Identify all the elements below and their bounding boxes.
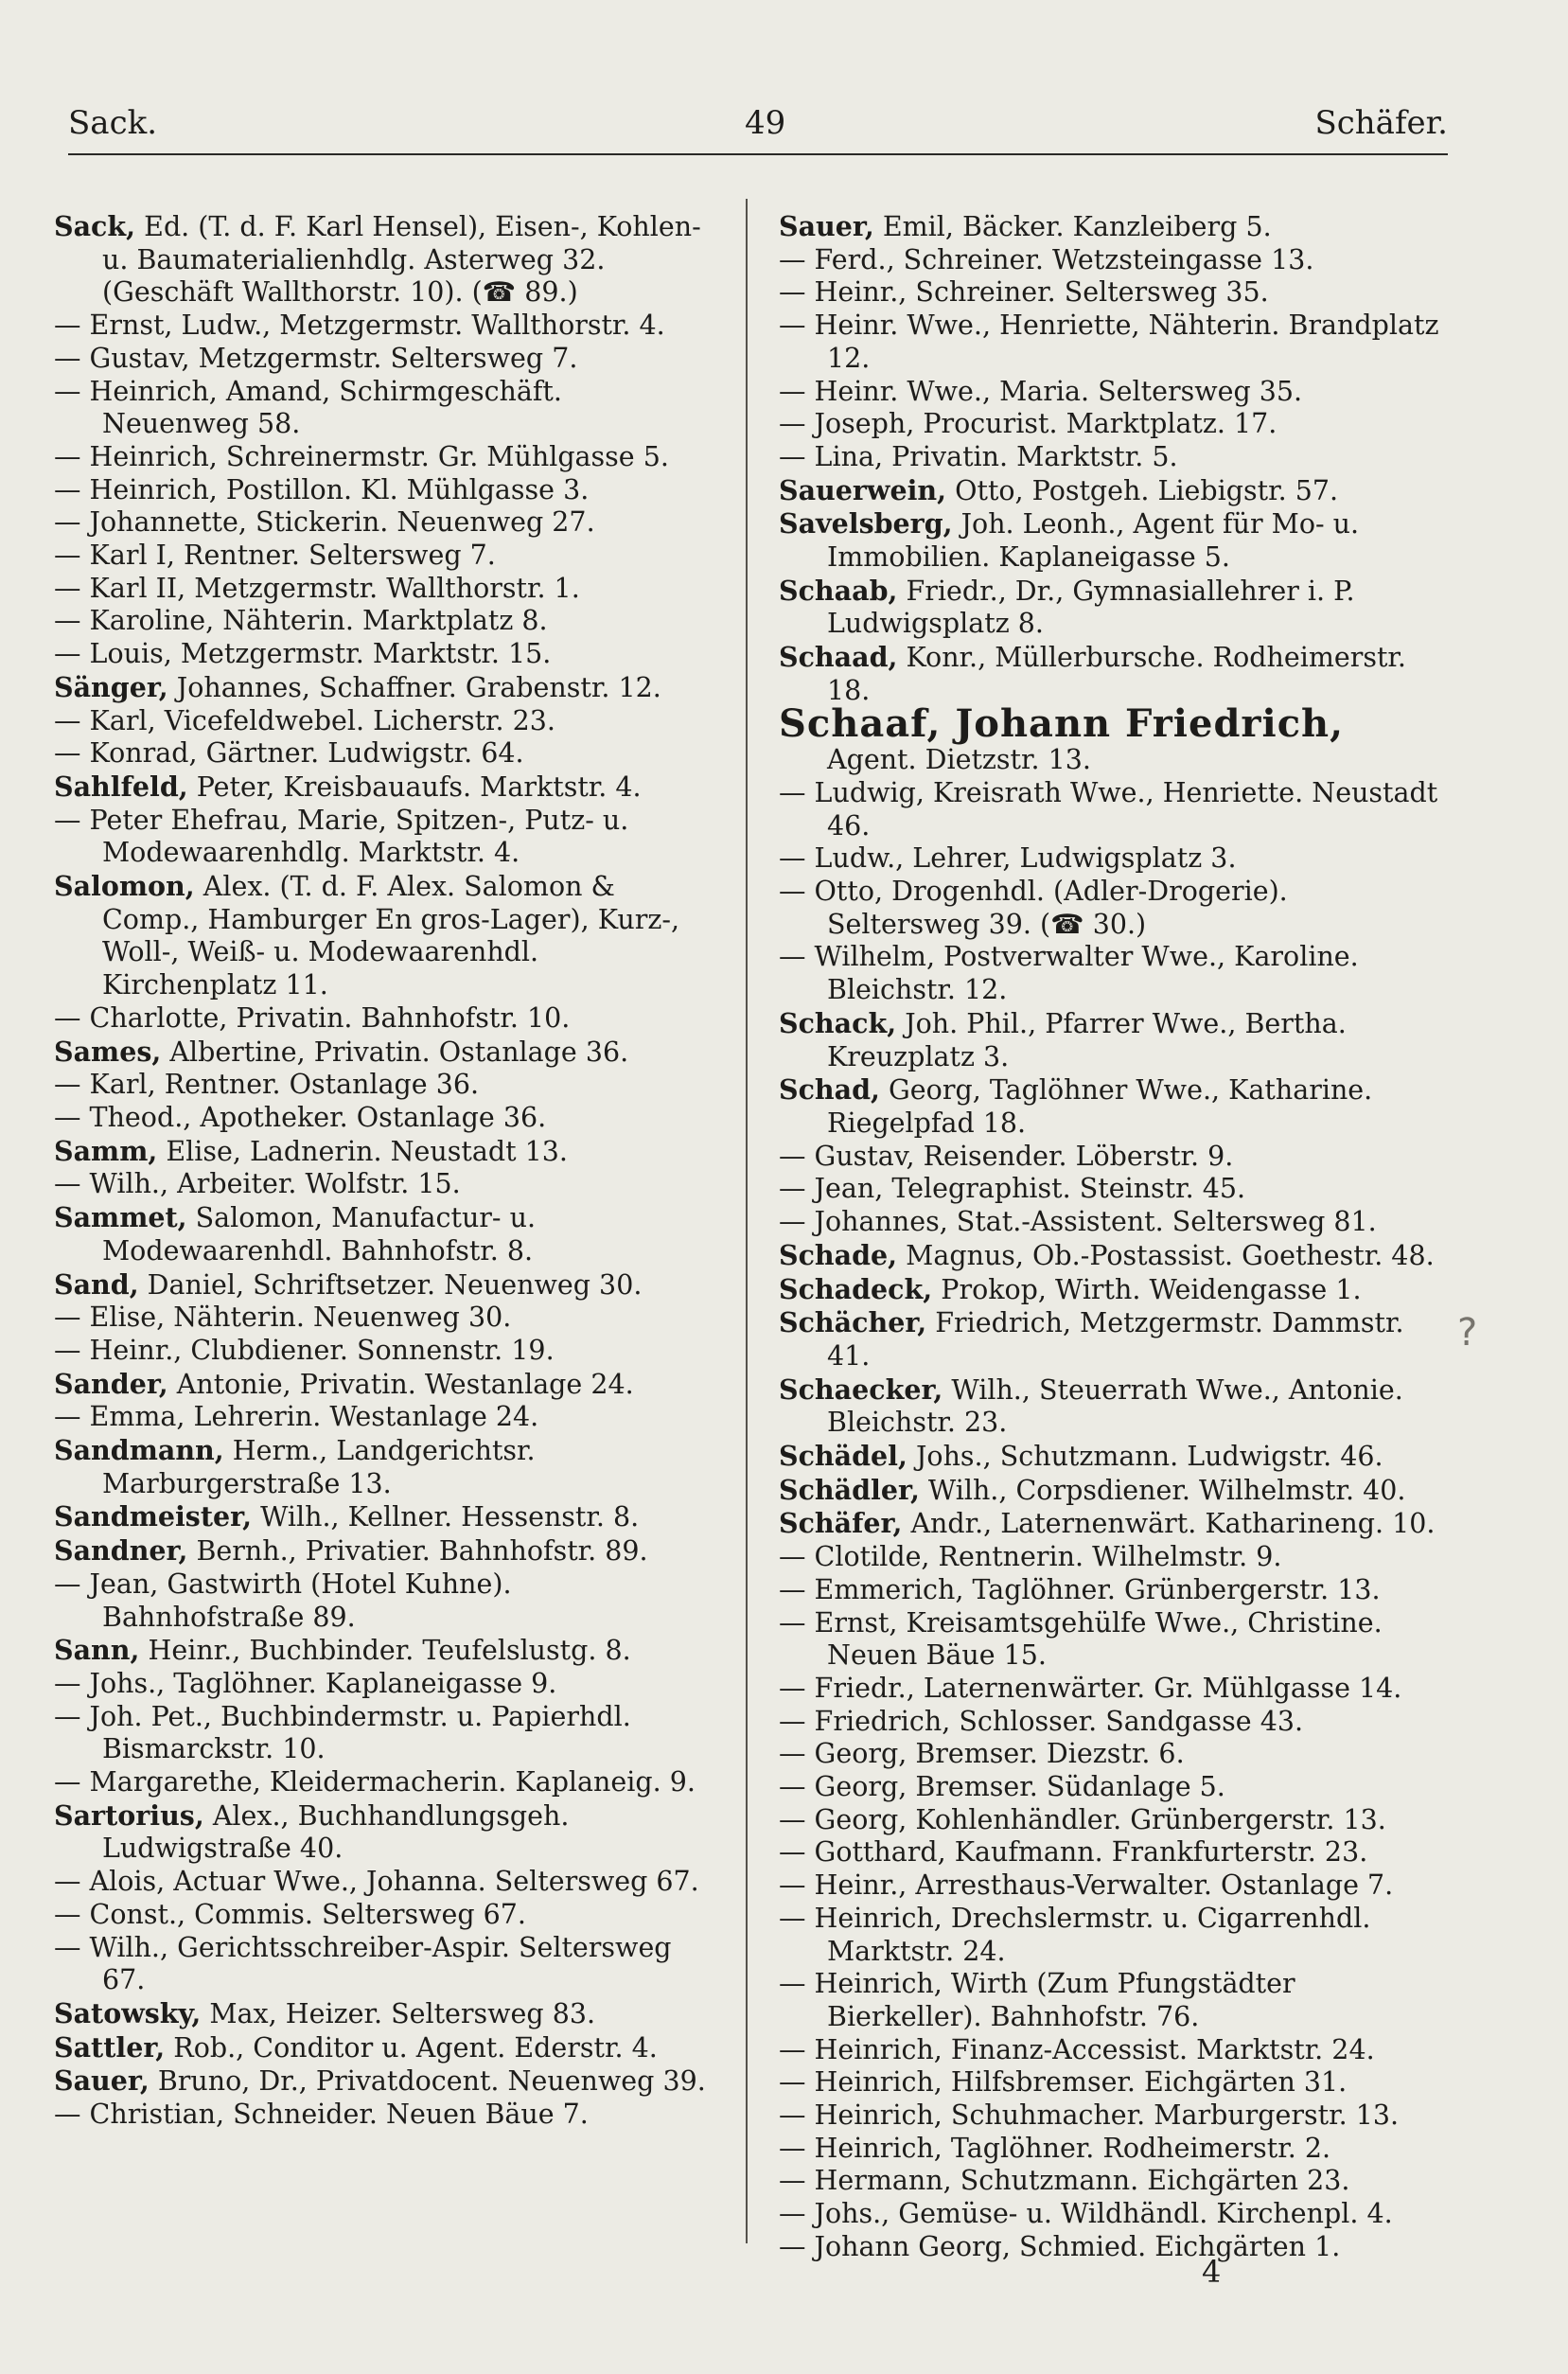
directory-entry <box>54 1997 716 2031</box>
entry-details: — Georg, Bremser. Diezstr. 6. <box>779 1738 1185 1770</box>
entry-details: Wilh., Steuerrath Wwe., Antonie. Bleichstr. 23. <box>827 1373 1403 1439</box>
entry-details: Bruno, Dr., Privatdocent. Neuenweg 39. <box>149 2065 706 2098</box>
entry-surname: Schaaf, Johann Friedrich, <box>779 700 1345 746</box>
entry-details: — Konrad, Gärtner. Ludwigstr. 64. <box>54 737 524 770</box>
entry-details: — Karl II, Metzgermstr. Wallthorstr. 1. <box>54 572 580 604</box>
directory-entry <box>54 870 716 1002</box>
directory-entry <box>54 474 716 507</box>
directory-entry <box>779 210 1441 244</box>
directory-entry <box>54 671 716 705</box>
entry-details: — Friedrich, Schlosser. Sandgasse 43. <box>779 1705 1304 1737</box>
directory-entry <box>779 1306 1441 1373</box>
entry-details: — Karl I, Rentner. Seltersweg 7. <box>54 540 496 572</box>
directory-entry <box>54 1899 716 1932</box>
directory-entry <box>54 1069 716 1102</box>
entry-details: — Jean, Gastwirth (Hotel Kuhne). Bahnhofstraße 89. <box>54 1568 512 1633</box>
entry-details: Ed. (T. d. F. Karl Hensel), Eisen-, Kohlen- u. Baumaterialienhdlg. Asterweg 32. (Geschäft Wallthorstr. 10). (☎ 89.) <box>102 211 701 309</box>
directory-entry <box>779 474 1441 508</box>
directory-entry <box>779 1706 1441 1739</box>
entry-details: — Heinrich, Postillon. Kl. Mühlgasse 3. <box>54 473 590 505</box>
entry-surname: Sand, <box>54 1267 139 1301</box>
directory-entry <box>779 507 1441 574</box>
directory-entry <box>54 1500 716 1534</box>
entry-surname: Satowsky, <box>54 1996 202 2029</box>
entry-surname: Schade, <box>779 1238 898 1271</box>
directory-entry <box>54 441 716 474</box>
entry-details: Magnus, Ob.-Postassist. Goethestr. 48. <box>897 1239 1435 1271</box>
entry-details: — Johannes, Stat.-Assistent. Seltersweg 81. <box>779 1206 1377 1238</box>
directory-entry <box>779 842 1441 876</box>
entry-details: — Otto, Drogenhdl. (Adler-Drogerie). Seltersweg 39. (☎ 30.) <box>779 876 1288 940</box>
entry-surname: Sartorius, <box>54 1798 204 1832</box>
directory-entry <box>54 1799 716 1866</box>
directory-entry <box>54 1634 716 1668</box>
entry-details: Andr., Laternenwärt. Katharineng. 10. <box>902 1508 1436 1540</box>
entry-details: Alex. (T. d. F. Alex. Salomon & Comp., Hamburger En gros-Lager), Kurz-, Woll-, Weiß- u. Modewaarenhdl. Kirchenplatz 11. <box>102 871 680 1001</box>
entry-details: — Georg, Kohlenhändler. Grünbergerstr. 13. <box>779 1803 1386 1835</box>
entry-details: — Friedr., Laternenwärter. Gr. Mühlgasse 14. <box>779 1672 1402 1704</box>
directory-entry <box>779 1239 1441 1273</box>
entry-surname: Sandmann, <box>54 1434 224 1467</box>
entry-surname: Sammet, <box>54 1201 187 1234</box>
entry-details: Friedrich, Metzgermstr. Dammstr. 41. <box>827 1307 1404 1372</box>
entry-details: — Const., Commis. Seltersweg 67. <box>54 1898 526 1930</box>
directory-entry <box>54 1668 716 1701</box>
left-column <box>54 210 716 2132</box>
entry-details: Herm., Landgerichtsr. Marburgerstraße 13. <box>102 1435 536 1499</box>
entry-details: — Wilhelm, Postverwalter Wwe., Karoline. Bleichstr. 12. <box>779 941 1359 1006</box>
directory-entry <box>54 1568 716 1634</box>
entry-details: Johannes, Schaffner. Grabenstr. 12. <box>167 671 661 703</box>
directory-entry <box>779 1738 1441 1771</box>
entry-details: — Gustav, Reisender. Löberstr. 9. <box>779 1140 1234 1172</box>
entry-surname: Schack, <box>779 1006 897 1039</box>
directory-entry <box>54 705 716 738</box>
entry-details: — Charlotte, Privatin. Bahnhofstr. 10. <box>54 1001 571 1034</box>
entry-details: — Emma, Lehrerin. Westanlage 24. <box>54 1401 539 1433</box>
directory-entry <box>54 1168 716 1201</box>
entry-surname: Sauerwein, <box>779 473 947 506</box>
directory-entry <box>54 1268 716 1302</box>
entry-surname: Sandmeister, <box>54 1500 253 1533</box>
entry-details: — Johannette, Stickerin. Neuenweg 27. <box>54 506 595 539</box>
margin-mark: ? <box>1457 1311 1478 1355</box>
directory-entry <box>779 244 1441 277</box>
directory-entry <box>54 605 716 638</box>
directory-entry <box>779 575 1441 641</box>
entry-details: — Margarethe, Kleidermacherin. Kaplaneig. 9. <box>54 1766 696 1798</box>
directory-entry <box>54 506 716 540</box>
entry-details: Wilh., Kellner. Hessenstr. 8. <box>252 1501 640 1533</box>
directory-entry <box>54 2064 716 2099</box>
entry-details: — Hermann, Schutzmann. Eichgärten 23. <box>779 2165 1350 2197</box>
entry-details: — Clotilde, Rentnerin. Wilhelmstr. 9. <box>779 1541 1282 1573</box>
entry-surname: Schädel, <box>779 1440 907 1473</box>
directory-entry <box>779 1607 1441 1673</box>
entry-surname: Schaad, <box>779 641 898 674</box>
directory-entry <box>779 2133 1441 2166</box>
entry-details: — Heinr. Wwe., Maria. Seltersweg 35. <box>779 375 1303 407</box>
entry-details: — Gustav, Metzgermstr. Seltersweg 7. <box>54 342 578 374</box>
directory-entry <box>54 1401 716 1434</box>
directory-entry <box>54 210 716 310</box>
entry-surname: Sander, <box>54 1367 168 1400</box>
directory-entry <box>54 1434 716 1500</box>
directory-entry <box>779 1173 1441 1206</box>
directory-entry <box>779 1771 1441 1804</box>
entry-details: — Johs., Gemüse- u. Wildhändl. Kirchenpl. 4. <box>779 2198 1393 2230</box>
entry-details: — Theod., Apotheker. Ostanlage 36. <box>54 1101 547 1133</box>
entry-details: — Ernst, Kreisamtsgehülfe Wwe., Christine. Neuen Bäue 15. <box>779 1606 1383 1672</box>
entry-details: — Heinr., Schreiner. Seltersweg 35. <box>779 276 1269 309</box>
directory-entry <box>779 408 1441 441</box>
directory-entry <box>779 1541 1441 1574</box>
directory-entry <box>779 1206 1441 1239</box>
entry-details: — Heinrich, Amand, Schirmgeschäft. Neuenweg 58. <box>54 375 562 440</box>
entry-surname: Sahlfeld, <box>54 770 188 803</box>
entry-details: — Ferd., Schreiner. Wetzsteingasse 13. <box>779 243 1314 275</box>
entry-details: — Karl, Rentner. Ostanlage 36. <box>54 1069 480 1101</box>
entry-details: Emil, Bäcker. Kanzleiberg 5. <box>873 211 1272 242</box>
directory-entry <box>54 1036 716 1070</box>
entry-details: — Johann Georg, Schmied. Eichgärten 1. <box>779 2230 1341 2262</box>
entry-details: — Johs., Taglöhner. Kaplaneigasse 9. <box>54 1667 557 1699</box>
directory-entry <box>779 700 1441 777</box>
entry-details: — Lina, Privatin. Marktstr. 5. <box>779 440 1178 472</box>
entry-details: — Georg, Bremser. Südanlage 5. <box>779 1771 1225 1803</box>
entry-details: — Karl, Vicefeldwebel. Licherstr. 23. <box>54 704 555 736</box>
directory-entry <box>779 1007 1441 1073</box>
entry-surname: Salomon, <box>54 870 195 903</box>
directory-entry <box>54 310 716 343</box>
directory-entry <box>54 1701 716 1766</box>
header-first-name: Sack. <box>68 104 158 142</box>
entry-details: — Heinr., Clubdiener. Sonnenstr. 19. <box>54 1334 555 1366</box>
entry-details: — Karoline, Nähterin. Marktplatz 8. <box>54 605 548 637</box>
entry-surname: Sann, <box>54 1634 140 1667</box>
entry-surname: Samm, <box>54 1134 158 1167</box>
entry-details: — Wilh., Arbeiter. Wolfstr. 15. <box>54 1168 461 1200</box>
entry-details: — Louis, Metzgermstr. Marktstr. 15. <box>54 638 552 670</box>
entry-details: — Ernst, Ludw., Metzgermstr. Wallthorstr. 4. <box>54 310 665 342</box>
directory-entry <box>779 1869 1441 1903</box>
directory-entry <box>779 310 1441 375</box>
entry-surname: Schäfer, <box>779 1507 903 1540</box>
entry-surname: Schädler, <box>779 1473 920 1506</box>
directory-entry <box>54 2099 716 2132</box>
header-rule <box>68 153 1448 155</box>
entry-details: Max, Heizer. Seltersweg 83. <box>201 1997 596 2029</box>
directory-entry <box>54 1201 716 1267</box>
entry-details: Konr., Müllerbursche. Rodheimerstr. 18. <box>827 642 1406 706</box>
directory-entry <box>54 1932 716 1997</box>
directory-entry <box>54 376 716 441</box>
directory-entry <box>779 2231 1441 2264</box>
directory-entry <box>779 876 1441 941</box>
directory-entry <box>54 573 716 606</box>
directory-entry <box>779 2066 1441 2099</box>
directory-entry <box>54 805 716 870</box>
entry-details: — Joh. Pet., Buchbindermstr. u. Papierhdl. Bismarckstr. 10. <box>54 1700 631 1765</box>
entry-details: — Gotthard, Kaufmann. Frankfurterstr. 23. <box>779 1836 1368 1869</box>
directory-entry <box>779 2034 1441 2067</box>
directory-entry <box>54 1302 716 1335</box>
entry-details: Albertine, Privatin. Ostanlage 36. <box>161 1036 629 1068</box>
entry-details: — Heinrich, Wirth (Zum Pfungstädter Bierkeller). Bahnhofstr. 76. <box>779 1968 1295 2032</box>
directory-entry <box>54 343 716 376</box>
entry-details: Heinr., Buchbinder. Teufelslustg. 8. <box>139 1635 631 1667</box>
entry-details: Joh. Leonh., Agent für Mo- u. Immobilien. Kaplaneigasse 5. <box>827 508 1360 574</box>
entry-surname: Sauer, <box>779 210 874 242</box>
entry-surname: Schaab, <box>779 574 898 607</box>
entry-details: — Heinr., Arresthaus-Verwalter. Ostanlage 7. <box>779 1869 1394 1902</box>
entry-details: — Heinrich, Drechslermstr. u. Cigarrenhdl. Marktstr. 24. <box>779 1902 1371 1967</box>
entry-details: — Heinrich, Taglöhner. Rodheimerstr. 2. <box>779 2132 1331 2164</box>
directory-entry <box>779 1836 1441 1869</box>
entry-details: — Heinrich, Schuhmacher. Marburgerstr. 13. <box>779 2099 1400 2132</box>
entry-surname: Sandner, <box>54 1534 188 1568</box>
directory-entry <box>779 1440 1441 1474</box>
directory-entry <box>779 1574 1441 1607</box>
entry-details: — Peter Ehefrau, Marie, Spitzen-, Putz- u. Modewaarenhdlg. Marktstr. 4. <box>54 804 629 869</box>
directory-entry <box>54 638 716 671</box>
entry-surname: Sames, <box>54 1035 162 1068</box>
entry-details: Joh. Phil., Pfarrer Wwe., Bertha. Kreuzplatz 3. <box>827 1007 1347 1072</box>
directory-entry <box>54 737 716 771</box>
entry-surname: Schaecker, <box>779 1373 943 1406</box>
directory-entry <box>54 1335 716 1368</box>
column-divider <box>746 199 748 2243</box>
directory-entry <box>779 941 1441 1006</box>
directory-entry <box>779 376 1441 409</box>
entry-surname: Savelsberg, <box>779 507 953 540</box>
entry-details: Friedr., Dr., Gymnasiallehrer i. P. Ludwigsplatz 8. <box>827 575 1355 640</box>
entry-details: — Alois, Actuar Wwe., Johanna. Seltersweg 67. <box>54 1866 699 1898</box>
directory-entry <box>54 771 716 805</box>
directory-entry <box>779 1507 1441 1541</box>
directory-entry <box>779 1141 1441 1174</box>
directory-entry <box>779 276 1441 310</box>
entry-details: — Elise, Nähterin. Neuenweg 30. <box>54 1302 512 1334</box>
entry-details: Salomon, Manufactur- u. Modewaarenhdl. Bahnhofstr. 8. <box>102 1202 537 1267</box>
entry-details: — Heinrich, Finanz-Accessist. Marktstr. 24. <box>779 2033 1375 2065</box>
directory-entry <box>779 1073 1441 1140</box>
directory-entry <box>779 1373 1441 1440</box>
entry-details: Antonie, Privatin. Westanlage 24. <box>167 1368 634 1400</box>
entry-details: Agent. Dietzstr. 13. <box>827 744 1091 776</box>
directory-entry <box>779 2198 1441 2231</box>
entry-details: Georg, Taglöhner Wwe., Katharine. Riegelpfad 18. <box>827 1074 1373 1139</box>
entry-details: — Heinr. Wwe., Henriette, Nähterin. Brandplatz 12. <box>779 310 1439 374</box>
entry-details: — Joseph, Procurist. Marktplatz. 17. <box>779 408 1277 440</box>
header-last-name: Schäfer. <box>1314 104 1448 142</box>
entry-details: Bernh., Privatier. Bahnhofstr. 89. <box>187 1535 648 1568</box>
entry-surname: Schächer, <box>779 1306 927 1339</box>
right-column <box>779 210 1441 2264</box>
entry-details: Wilh., Corpsdiener. Wilhelmstr. 40. <box>919 1474 1406 1506</box>
directory-entry <box>54 1002 716 1036</box>
entry-details: Peter, Kreisbauaufs. Marktstr. 4. <box>187 771 642 803</box>
signature-number: 4 <box>1202 2254 1222 2290</box>
directory-entry <box>779 2165 1441 2198</box>
entry-details: Elise, Ladnerin. Neustadt 13. <box>157 1135 568 1167</box>
entry-surname: Sauer, <box>54 2064 150 2098</box>
entry-details: Otto, Postgeh. Liebigstr. 57. <box>946 474 1339 506</box>
entry-surname: Sack, <box>54 210 136 242</box>
directory-entry <box>54 1102 716 1135</box>
directory-entry <box>54 1866 716 1899</box>
entry-details: — Christian, Schneider. Neuen Bäue 7. <box>54 2099 589 2131</box>
directory-entry <box>779 1804 1441 1837</box>
entry-details: — Ludwig, Kreisrath Wwe., Henriette. Neustadt 46. <box>779 776 1438 842</box>
directory-entry <box>779 1474 1441 1508</box>
directory-entry <box>779 1673 1441 1706</box>
entry-surname: Schadeck, <box>779 1272 933 1305</box>
directory-entry <box>54 1368 716 1402</box>
directory-entry <box>779 1273 1441 1307</box>
directory-entry <box>54 1534 716 1568</box>
page-number: 49 <box>745 104 786 142</box>
entry-details: Daniel, Schriftsetzer. Neuenweg 30. <box>138 1268 643 1301</box>
entry-details: — Jean, Telegraphist. Steinstr. 45. <box>779 1173 1246 1205</box>
directory-entry <box>779 1903 1441 1968</box>
directory-entry <box>54 2031 716 2065</box>
directory-entry <box>779 441 1441 474</box>
entry-surname: Sänger, <box>54 670 168 703</box>
entry-details: Rob., Conditor u. Agent. Ederstr. 4. <box>165 2031 658 2064</box>
directory-entry <box>54 1766 716 1799</box>
entry-details: Alex., Buchhandlungsgeh. Ludwigstraße 40. <box>102 1799 570 1865</box>
directory-entry <box>54 540 716 573</box>
entry-details: Prokop, Wirth. Weidengasse 1. <box>932 1273 1362 1305</box>
directory-entry <box>779 641 1441 707</box>
directory-entry <box>779 1968 1441 2033</box>
entry-details: — Heinrich, Hilfsbremser. Eichgärten 31. <box>779 2066 1348 2099</box>
entry-details: — Ludw., Lehrer, Ludwigsplatz 3. <box>779 842 1237 875</box>
entry-details: — Emmerich, Taglöhner. Grünbergerstr. 13. <box>779 1573 1381 1605</box>
directory-entry <box>779 777 1441 842</box>
entry-details: — Heinrich, Schreinermstr. Gr. Mühlgasse 5. <box>54 440 669 472</box>
entry-details: — Wilh., Gerichtsschreiber-Aspir. Seltersweg 67. <box>54 1931 672 1996</box>
directory-entry <box>779 2099 1441 2133</box>
page-header <box>68 104 1448 151</box>
entry-surname: Sattler, <box>54 2030 166 2064</box>
entry-details: Johs., Schutzmann. Ludwigstr. 46. <box>907 1441 1383 1473</box>
entry-surname: Schad, <box>779 1073 880 1107</box>
directory-entry <box>54 1135 716 1169</box>
